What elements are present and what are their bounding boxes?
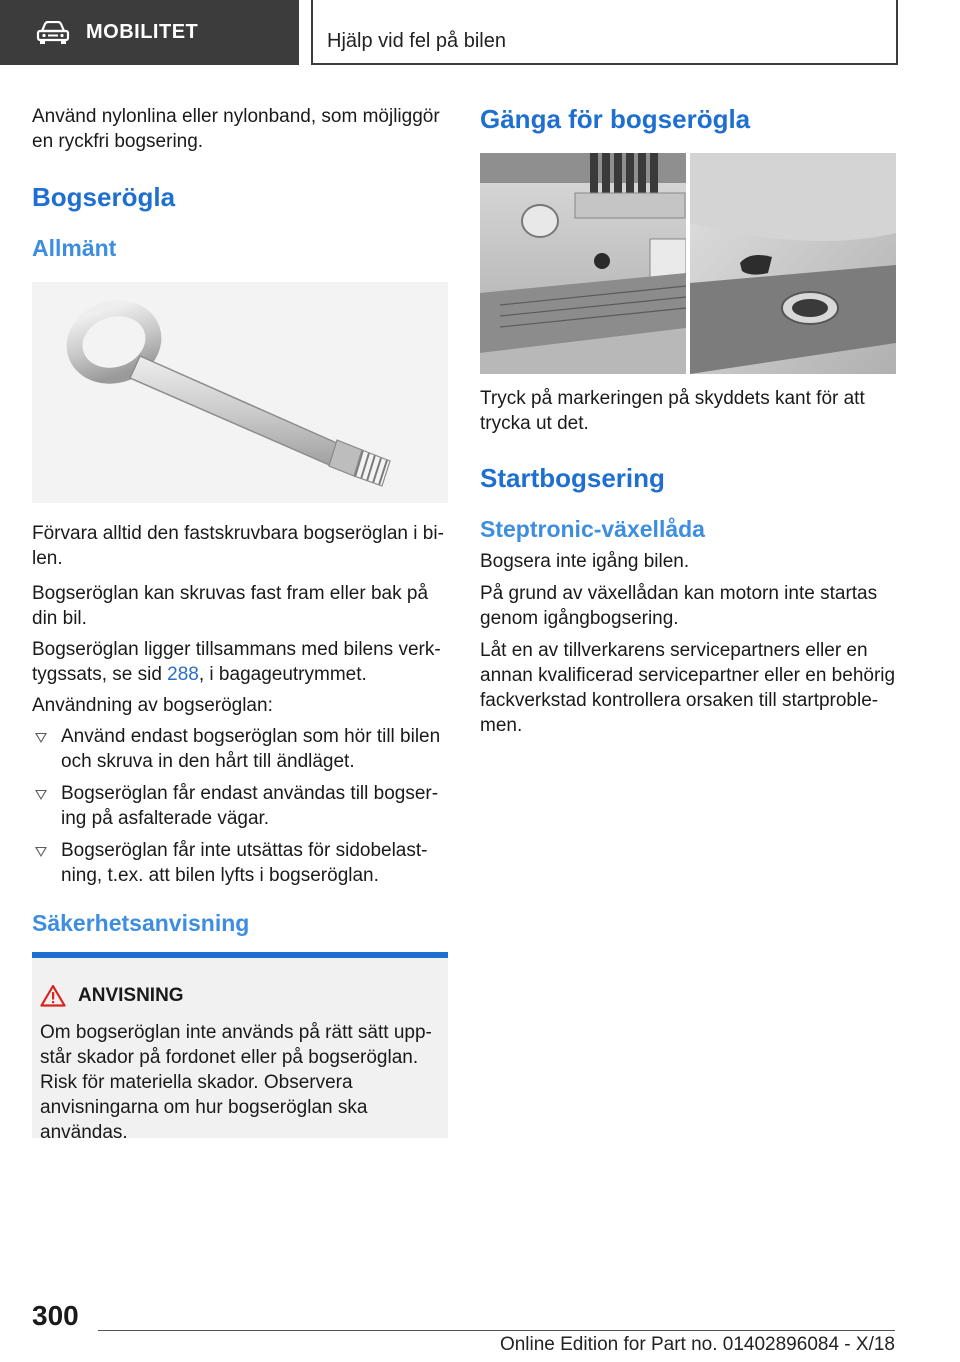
heading-steptronic: Steptronic-växellåda [480, 516, 705, 542]
bumper-illustration [480, 153, 896, 374]
caption-text: Tryck på markeringen på skyddets kant för att trycka ut det. [480, 388, 865, 434]
warning-header [40, 984, 184, 1007]
warning-text: Om bogseröglan inte används på rätt sätt uppstår skador på fordonet eller på bogseröglan. Risk för materiella skador. Observera anvisningarna om hur bogseröglan ska användas. [40, 1022, 432, 1143]
warning-title: ANVISNING [78, 984, 184, 1006]
tow-eye-illustration [32, 282, 448, 503]
footer-divider [98, 1330, 895, 1331]
heading-allmant: Allmänt [32, 235, 117, 261]
triangle-bullet-icon [35, 847, 47, 857]
chapter-title: Hjälp vid fel på bilen [327, 30, 506, 52]
usage-list [32, 724, 448, 888]
bumper-image [480, 153, 896, 374]
triangle-bullet-icon [35, 733, 47, 743]
location-text-post: , i bagageutrymmet. [198, 664, 367, 685]
section-tab[interactable] [0, 0, 299, 65]
left-column [32, 100, 448, 937]
heading-ganga: Gänga för bogserögla [480, 104, 751, 134]
list-item [32, 781, 448, 831]
warning-triangle-icon [40, 984, 66, 1007]
paragraph-service: Låt en av tillverkarens servicepartners eller en annan kvalificerad servicepartner eller en behörig fackverkstad kontrollera orsaken till startproblemen. [480, 640, 896, 736]
chapter-header [311, 0, 898, 65]
paragraph-mount: Bogseröglan kan skruvas fast fram eller bak på din bil. [32, 583, 429, 629]
list-item-text: Bogseröglan får inte utsättas för sidobelastning, t.ex. att bilen lyfts i bogseröglan. [61, 840, 428, 886]
right-column [480, 100, 896, 738]
paragraph-gearbox: På grund av växellådan kan motorn inte startas genom igångbogsering. [480, 583, 878, 629]
location-text-pre: Bogseröglan ligger tillsammans med bilens verktygssats, se sid [32, 639, 441, 685]
car-icon [36, 21, 70, 45]
paragraph-usage: Användning av bogseröglan: [32, 695, 273, 716]
list-item [32, 838, 448, 888]
intro-text: Använd nylonlina eller nylonband, som möjliggör en ryckfri bogsering. [32, 106, 440, 152]
paragraph-location [32, 637, 448, 687]
edition-text: Online Edition for Part no. 01402896084 - X/18 [499, 1334, 895, 1355]
triangle-bullet-icon [35, 790, 47, 800]
warning-box [32, 952, 448, 1143]
list-item-text: Använd endast bogseröglan som hör till bilen och skruva in den hårt till ändläget. [61, 726, 441, 772]
paragraph-store: Förvara alltid den fastskruvbara bogseröglan i bilen. [32, 523, 444, 569]
list-item [32, 724, 448, 774]
page-link-288[interactable]: 288 [167, 664, 199, 685]
heading-sakerhet: Säkerhetsanvisning [32, 910, 250, 936]
heading-startbogsering: Startbogsering [480, 463, 665, 493]
heading-bogserogla: Bogserögla [32, 182, 176, 212]
paragraph-no-tow-start: Bogsera inte igång bilen. [480, 551, 690, 572]
page-number: 300 [32, 1300, 79, 1331]
section-title: MOBILITET [86, 21, 199, 43]
tow-eye-image [32, 282, 448, 503]
list-item-text: Bogseröglan får endast användas till bogsering på asfalterade vägar. [61, 783, 439, 829]
